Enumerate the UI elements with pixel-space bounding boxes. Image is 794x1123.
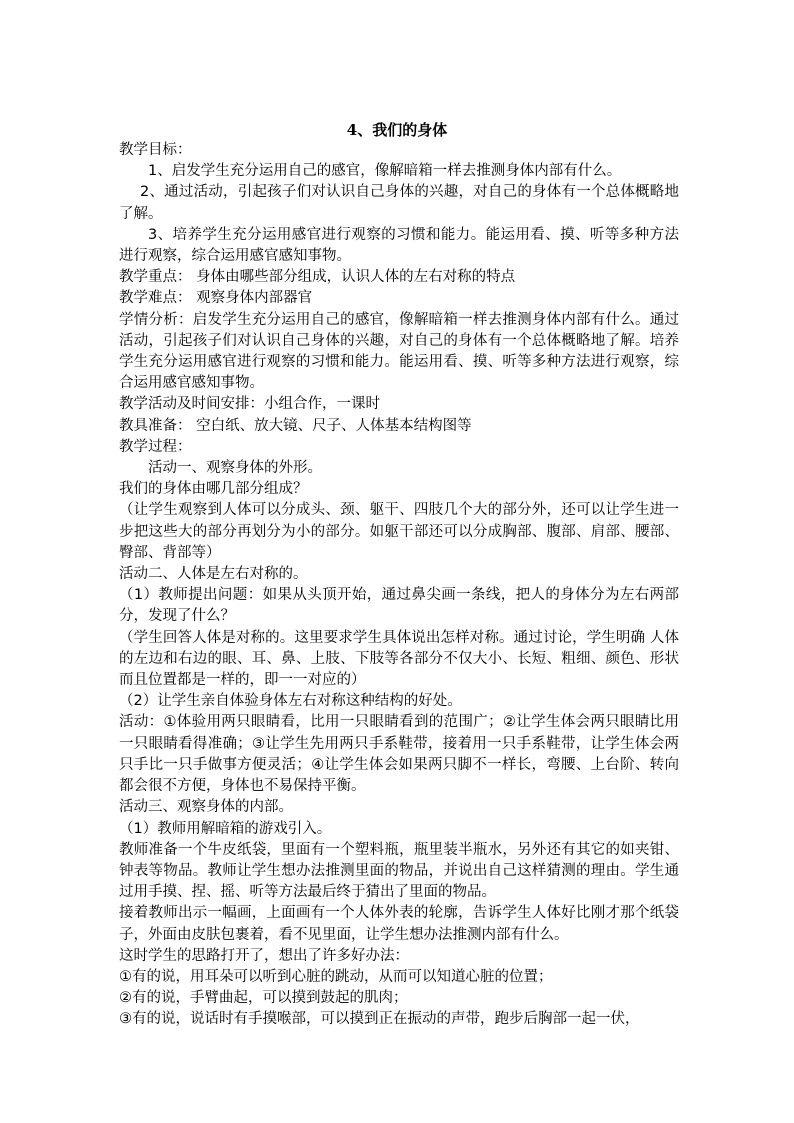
paragraph-black-box-intro: （1）教师用解暗箱的游戏引入。: [119, 820, 332, 837]
paragraph-teaching-process-heading: 教学过程：: [119, 438, 192, 455]
list-item-idea-2: ②有的说，手臂曲起，可以摸到鼓起的肌肉；: [119, 990, 408, 1007]
paragraph-activity-1: 活动一、观察身体的外形。: [148, 460, 322, 477]
paragraph-activity-2: 活动二、人体是左右对称的。: [119, 566, 308, 583]
paragraph-goal-3: 3、培养学生充分运用感官进行观察的习惯和能力。能运用看、摸、听等多种方法进行观察，综合运用感官感知事物。: [119, 226, 679, 265]
list-item-idea-1: ①有的说，用耳朵可以听到心脏的跳动，从而可以知道心脏的位置；: [119, 968, 553, 985]
paragraph-goal-2: 2、通过活动，引起孩子们对认识自己身体的兴趣，对自己的身体有一个总体概略地了解。: [119, 184, 679, 222]
document-body: [119, 140, 679, 1031]
document-title: 4、我们的身体: [346, 121, 448, 139]
paragraph-symmetry-question: （1）教师提出问题：如果从头顶开始，通过鼻尖画一条线，把人的身体分为左右两部分，发现了什么？: [119, 587, 679, 625]
paragraph-students-ideas: 这时学生的思路打开了，想出了许多好办法：: [119, 947, 409, 964]
paragraph-goal-1: 1、启发学生充分运用自己的感官，像解暗箱一样去推测身体内部有什么。: [148, 163, 622, 180]
paragraph-learning-analysis: 学情分析：启发学生充分运用自己的感官，像解暗箱一样去推测身体内部有什么。通过活动，引起孩子们对认识自己身体的兴趣，对自己的身体有一个总体概略地了解。培养学生充分运用感官进行观察的习惯和能力。能运用看、摸、听等多种方法进行观察，综合运用感官感知事物。: [119, 311, 679, 392]
paragraph-key-points: 教学重点： 身体由哪些部分组成，认识人体的左右对称的特点: [119, 269, 516, 286]
paragraph-body-parts-explanation: （让学生观察到人体可以分成头、颈、躯干、四肢几个大的部分外，还可以让学生进一步把这些大的部分再划分为小的部分。如躯干部还可以分成胸部、腹部、肩部、腰部、臀部、背部等）: [119, 502, 679, 561]
paragraph-difficulties: 教学难点： 观察身体内部器官: [119, 290, 313, 307]
paragraph-symmetry-activities: 活动：①体验用两只眼睛看，比用一只眼睛看到的范围广；②让学生体会两只眼睛比用一只眼睛看得准确；③让学生先用两只手系鞋带，接着用一只手系鞋带，让学生体会两只手比一只手做事方便灵活；④让学生体会如果两只脚不一样长，弯腰、上台阶、转向都会很不方便，身体也不易保持平衡。: [119, 714, 679, 795]
paragraph-teaching-goals-heading: 教学目标：: [119, 142, 192, 158]
paragraph-symmetry-answer: （学生回答人体是对称的。这里要求学生具体说出怎样对称。通过讨论，学生明确 人体的左边和右边的眼、耳、鼻、上肢、下肢等各部分不仅大小、长短、粗细、颜色、形状而且位置都是一样的，即一一对应的）: [119, 629, 679, 689]
paragraph-teaching-aids: 教具准备： 空白纸、放大镜、尺子、人体基本结构图等: [119, 417, 472, 434]
list-item-idea-3: ③有的说，说话时有手摸喉部，可以摸到正在振动的声带，跑步后胸部一起一伏，: [119, 1011, 640, 1028]
paragraph-paper-bag-game: 教师准备一个牛皮纸袋，里面有一个塑料瓶，瓶里装半瓶水，另外还有其它的如夹钳、钟表等物品。教师让学生想办法推测里面的物品，并说出自己这样猜测的理由。学生通过用手摸、捏、摇、听等方法最后终于猜出了里面的物品。: [119, 841, 679, 901]
paragraph-body-outline-picture: 接着教师出示一幅画，上面画有一个人体外表的轮廓，告诉学生人体好比刚才那个纸袋子，外面由皮肤包裹着，看不见里面，让学生想办法推测内部有什么。: [119, 905, 679, 943]
paragraph-activity-arrangement: 教学活动及时间安排：小组合作，一课时: [119, 396, 380, 413]
paragraph-symmetry-benefit: （2）让学生亲自体验身体左右对称这种结构的好处。: [119, 693, 462, 710]
paragraph-question-body-parts: 我们的身体由哪几部分组成？: [119, 481, 308, 498]
paragraph-activity-3: 活动三、观察身体的内部。: [119, 799, 293, 816]
